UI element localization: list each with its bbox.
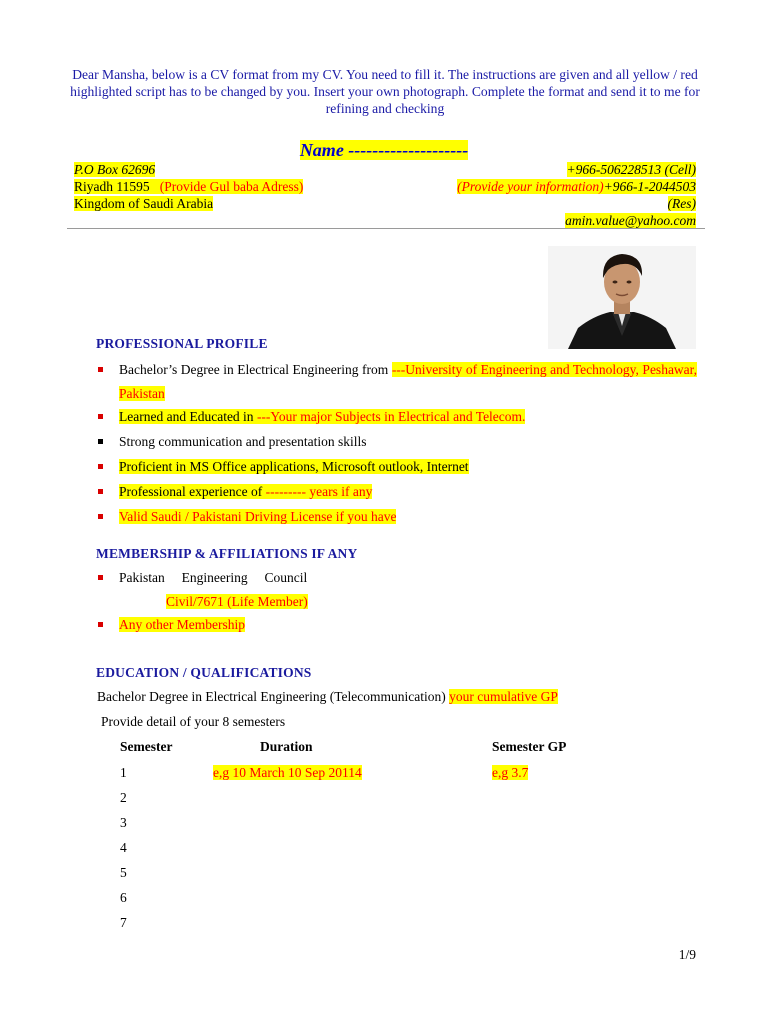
cell-number: +966-506228513 (Cell) <box>566 162 696 177</box>
address-line-2: Riyadh 11595 <box>74 179 150 194</box>
table-row-sem: 3 <box>120 815 127 830</box>
membership-item-1: Pakistan Engineering Council <box>119 570 308 585</box>
res-number: +966-1-2044503 <box>603 179 696 194</box>
name-label: Name -------------------- <box>299 140 469 160</box>
membership-heading: MEMBERSHIP & AFFILIATIONS IF ANY <box>96 546 358 561</box>
education-heading: EDUCATION / QUALIFICATIONS <box>96 665 312 680</box>
table-row-sem: 1 <box>120 765 127 780</box>
table-row-sem: 2 <box>120 790 127 805</box>
profile-heading: PROFESSIONAL PROFILE <box>96 336 268 351</box>
bullet-icon <box>98 489 103 494</box>
semesters-note: Provide detail of your 8 semesters <box>101 714 286 729</box>
profile-item-6: Valid Saudi / Pakistani Driving License if you have <box>119 509 397 524</box>
profile-item-2: Learned and Educated in ---Your major Subjects in Electrical and Telecom. <box>119 409 526 424</box>
address-note: (Provide Gul baba Adress) <box>159 179 304 194</box>
address-block <box>74 161 303 212</box>
bullet-icon <box>98 464 103 469</box>
intro-note: Dear Mansha, below is a CV format from my CV. You need to fill it. The instructions are given and all yellow / red highlighted script has to be changed by you. Insert your own photograph. Complete the format and send it to me for refining and checking <box>70 67 700 116</box>
email: amin.value@yahoo.com <box>565 213 696 228</box>
bullet-icon <box>98 414 103 419</box>
profile-item-5: Professional experience of --------- years if any <box>119 484 373 499</box>
degree-line: Bachelor Degree in Electrical Engineering (Telecommunication) your cumulative GP <box>97 689 558 704</box>
membership-item-2: Any other Membership <box>119 617 245 632</box>
table-row-sem: 5 <box>120 865 127 880</box>
bullet-icon <box>98 439 103 444</box>
portrait-image <box>548 246 696 349</box>
bullet-icon <box>98 622 103 627</box>
name-title <box>0 140 768 161</box>
address-line-3: Kingdom of Saudi Arabia <box>74 196 214 211</box>
membership-item-1-detail: Civil/7671 (Life Member) <box>166 594 308 609</box>
bullet-icon <box>98 514 103 519</box>
table-row-gp: e,g 3.7 <box>492 765 529 780</box>
bullet-icon <box>98 575 103 580</box>
bullet-icon <box>98 367 103 372</box>
profile-photo <box>548 246 696 349</box>
col-semester: Semester <box>120 739 173 754</box>
header-divider <box>67 228 705 229</box>
profile-item-4: Proficient in MS Office applications, Microsoft outlook, Internet <box>119 459 469 474</box>
col-semester-gp: Semester GP <box>492 739 567 754</box>
table-row-duration: e,g 10 March 10 Sep 20114 <box>213 765 362 780</box>
profile-item-3: Strong communication and presentation skills <box>119 434 367 449</box>
table-row-sem: 4 <box>120 840 127 855</box>
res-note: (Provide your information) <box>457 179 604 194</box>
res-label: (Res) <box>667 196 696 211</box>
table-row-sem: 6 <box>120 890 127 905</box>
profile-item-1: Bachelor’s Degree in Electrical Engineering from ---University of Engineering and Technology, Peshawar, Pakistan <box>119 362 698 401</box>
table-row-sem: 7 <box>120 915 127 930</box>
page-number: 1/9 <box>678 947 696 962</box>
address-line-1: P.O Box 62696 <box>74 162 156 177</box>
phone-block <box>356 161 696 229</box>
col-duration: Duration <box>260 739 313 754</box>
